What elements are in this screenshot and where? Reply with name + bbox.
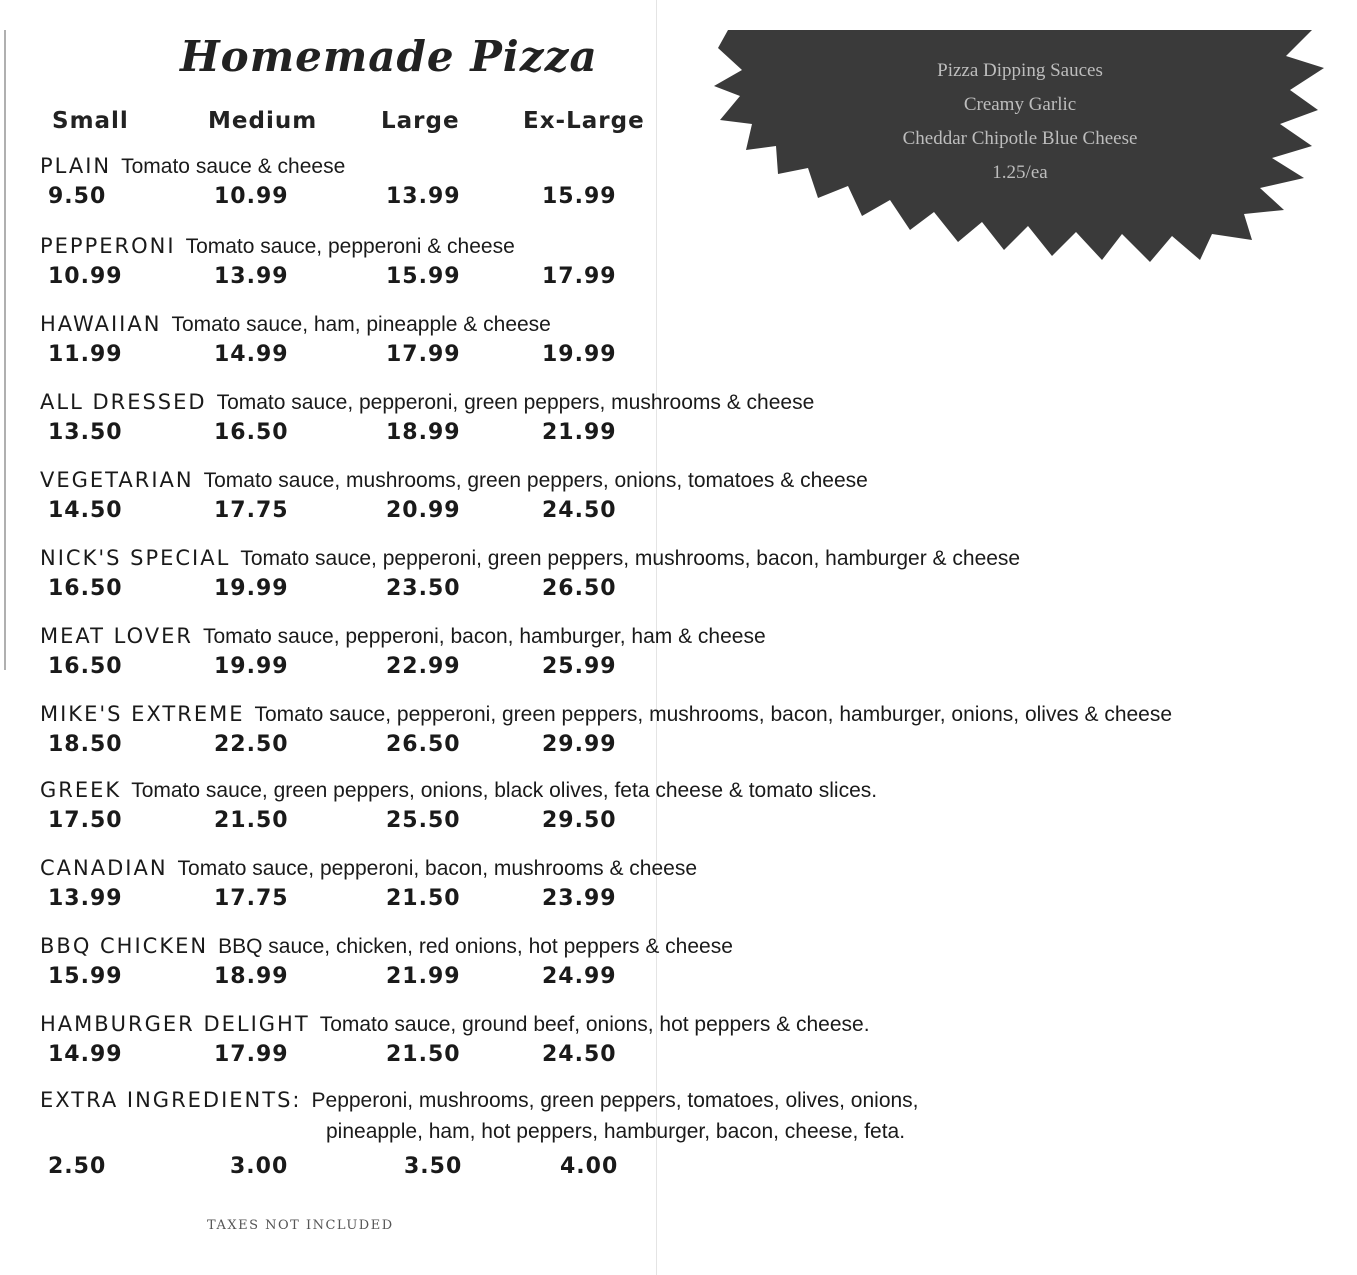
item-name: NICK'S SPECIAL [40,546,231,570]
item-price-ex-large: 23.99 [542,886,617,911]
item-price-large: 22.99 [386,654,461,679]
item-description: Tomato sauce, pepperoni, green peppers, mushrooms & cheese [216,391,815,414]
menu-item [40,624,1340,700]
item-description: Tomato sauce, green peppers, onions, black olives, feta cheese & tomato slices. [131,779,878,802]
item-price-large: 17.99 [386,342,461,367]
item-price-small: 13.50 [48,420,123,445]
item-price-medium: 17.99 [214,1042,289,1067]
item-price-ex-large: 24.50 [542,498,617,523]
item-price-small: 10.99 [48,264,123,289]
item-price-medium: 19.99 [214,576,289,601]
sauces-line-2: Cheddar Chipotle Blue Cheese [902,128,1138,149]
item-description: Tomato sauce, pepperoni, green peppers, mushrooms, bacon, hamburger, onions, olives & cheese [254,703,1173,726]
menu-item [40,546,1340,622]
extras-price-medium: 3.00 [230,1154,289,1179]
item-price-large: 23.50 [386,576,461,601]
item-name: CANADIAN [40,856,168,880]
item-name: ALL DRESSED [40,390,207,414]
item-name: GREEK [40,778,122,802]
item-price-medium: 22.50 [214,732,289,757]
item-name: BBQ CHICKEN [40,934,209,958]
item-name: HAWAIIAN [40,312,162,336]
item-price-ex-large: 29.99 [542,732,617,757]
item-price-ex-large: 19.99 [542,342,617,367]
item-price-medium: 17.75 [214,886,289,911]
item-name: PEPPERONI [40,234,176,258]
menu-item [40,390,1340,466]
sauces-price: 1.25/ea [992,162,1048,183]
item-price-ex-large: 15.99 [542,184,617,209]
item-price-large: 18.99 [386,420,461,445]
extras-price-large: 3.50 [404,1154,463,1179]
menu-item [40,778,1340,854]
item-name: VEGETARIAN [40,468,194,492]
item-price-ex-large: 25.99 [542,654,617,679]
extras-desc-line1: Pepperoni, mushrooms, green peppers, tomatoes, olives, onions, [311,1089,919,1112]
item-price-small: 16.50 [48,576,123,601]
item-name: HAMBURGER DELIGHT [40,1012,310,1036]
sauces-title: Pizza Dipping Sauces [937,60,1103,81]
item-description: Tomato sauce, mushrooms, green peppers, onions, tomatoes & cheese [203,469,868,492]
item-price-medium: 16.50 [214,420,289,445]
item-price-medium: 14.99 [214,342,289,367]
item-price-large: 21.99 [386,964,461,989]
item-price-large: 26.50 [386,732,461,757]
item-price-medium: 21.50 [214,808,289,833]
item-price-large: 15.99 [386,264,461,289]
item-price-large: 21.50 [386,886,461,911]
menu-item [40,1012,1340,1088]
item-price-small: 17.50 [48,808,123,833]
item-description: BBQ sauce, chicken, red onions, hot peppers & cheese [218,935,733,958]
size-header-ex-large: Ex-Large [523,108,645,134]
size-header-large: Large [381,108,460,134]
item-description: Tomato sauce, pepperoni, bacon, hamburger, ham & cheese [202,625,766,648]
item-price-small: 13.99 [48,886,123,911]
item-price-large: 13.99 [386,184,461,209]
item-description: Tomato sauce, pepperoni, bacon, mushrooms & cheese [177,857,698,880]
menu-item [40,702,1340,778]
item-price-ex-large: 26.50 [542,576,617,601]
sauces-line-1: Creamy Garlic [963,94,1077,115]
menu-item [40,312,1340,388]
menu-item [40,468,1340,544]
item-price-medium: 13.99 [214,264,289,289]
item-price-ex-large: 17.99 [542,264,617,289]
item-name: MIKE'S EXTREME [40,702,245,726]
page-edge [4,30,6,670]
item-price-medium: 17.75 [214,498,289,523]
item-price-small: 18.50 [48,732,123,757]
item-price-large: 25.50 [386,808,461,833]
menu-title: Homemade Pizza [180,32,598,81]
item-price-small: 9.50 [48,184,107,209]
item-description: Tomato sauce, pepperoni & cheese [185,235,515,258]
item-price-medium: 19.99 [214,654,289,679]
item-price-ex-large: 29.50 [542,808,617,833]
item-price-small: 15.99 [48,964,123,989]
item-description: Tomato sauce, ground beef, onions, hot peppers & cheese. [319,1013,870,1036]
item-price-ex-large: 24.99 [542,964,617,989]
item-name: MEAT LOVER [40,624,193,648]
item-price-medium: 18.99 [214,964,289,989]
extras-price-small: 2.50 [48,1154,107,1179]
menu-item [40,934,1340,1010]
item-price-ex-large: 24.50 [542,1042,617,1067]
extras-name: EXTRA INGREDIENTS: [40,1088,302,1112]
size-header-small: Small [52,108,129,134]
item-price-large: 21.50 [386,1042,461,1067]
item-name: PLAIN [40,154,112,178]
item-price-small: 11.99 [48,342,123,367]
item-price-medium: 10.99 [214,184,289,209]
extras-desc-line2: pineapple, ham, hot peppers, hamburger, bacon, cheese, feta. [326,1120,906,1143]
item-price-small: 14.99 [48,1042,123,1067]
item-price-ex-large: 21.99 [542,420,617,445]
item-description: Tomato sauce & cheese [121,155,346,178]
item-description: Tomato sauce, ham, pineapple & cheese [171,313,551,336]
item-description: Tomato sauce, pepperoni, green peppers, mushrooms, bacon, hamburger & cheese [240,547,1021,570]
item-price-large: 20.99 [386,498,461,523]
item-price-small: 16.50 [48,654,123,679]
item-price-small: 14.50 [48,498,123,523]
extras-price-ex-large: 4.00 [560,1154,619,1179]
menu-item [40,856,1340,932]
dipping-sauces [810,54,1230,190]
taxes-note: TAXES NOT INCLUDED [207,1218,394,1233]
size-header-medium: Medium [208,108,318,134]
